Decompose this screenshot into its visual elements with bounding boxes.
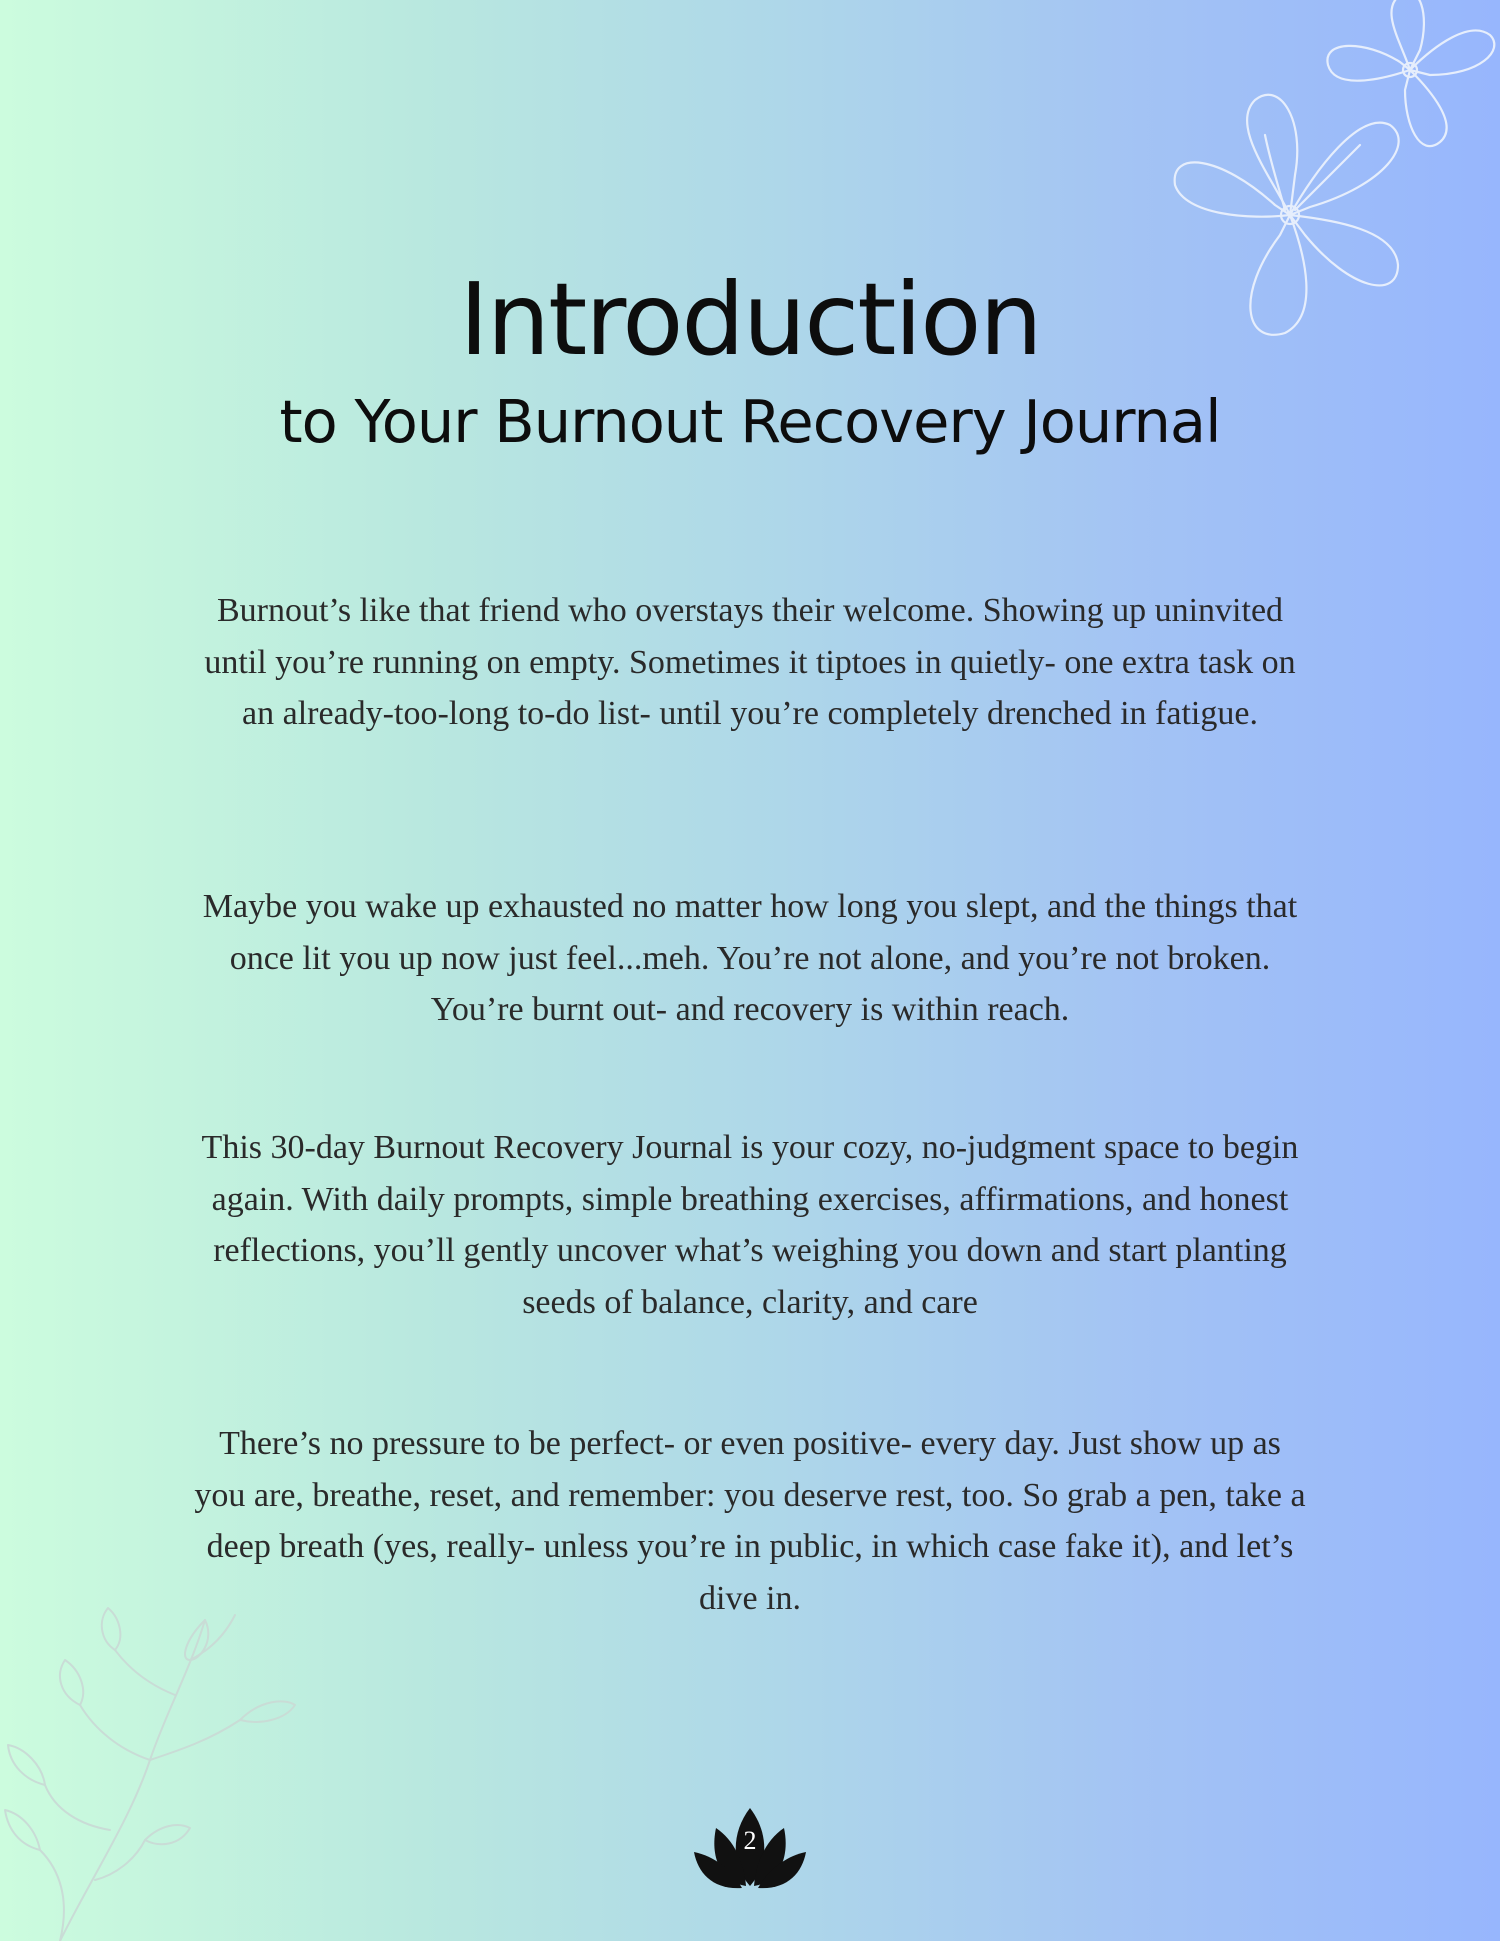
page-number-badge	[690, 1804, 810, 1890]
leaf-branch-icon	[0, 1600, 300, 1941]
page-title: Introduction	[459, 261, 1041, 378]
page-subtitle: to Your Burnout Recovery Journal	[279, 387, 1221, 456]
page-heading	[0, 258, 1500, 462]
intro-paragraph-3: This 30-day Burnout Recovery Journal is your cozy, no-judgment space to begin again. With daily prompts, simple breathing exercises, affirmations, and honest reflections, you’ll gently uncover what’s weighing you down and start planting seeds of balance, clarity, and care	[201, 1129, 1299, 1321]
page-number: 2	[743, 1826, 757, 1855]
intro-paragraph-2: Maybe you wake up exhausted no matter how long you slept, and the things that once lit you up now just feel...meh. You’re not alone, and you’re not broken. You’re burnt out- and recovery is within reach.	[202, 888, 1298, 1028]
intro-paragraph-1: Burnout’s like that friend who overstays their welcome. Showing up uninvited until you’re running on empty. Sometimes it tiptoes in quietly- one extra task on an already-too-long to-do list- until you’re completely drenched in fatigue.	[204, 592, 1296, 732]
intro-paragraph-4: There’s no pressure to be perfect- or even positive- every day. Just show up as you are, breathe, reset, and remember: you deserve rest, too. So grab a pen, take a deep breath (yes, really- unless you’re in public, in which case fake it), and let’s dive in.	[194, 1425, 1306, 1617]
